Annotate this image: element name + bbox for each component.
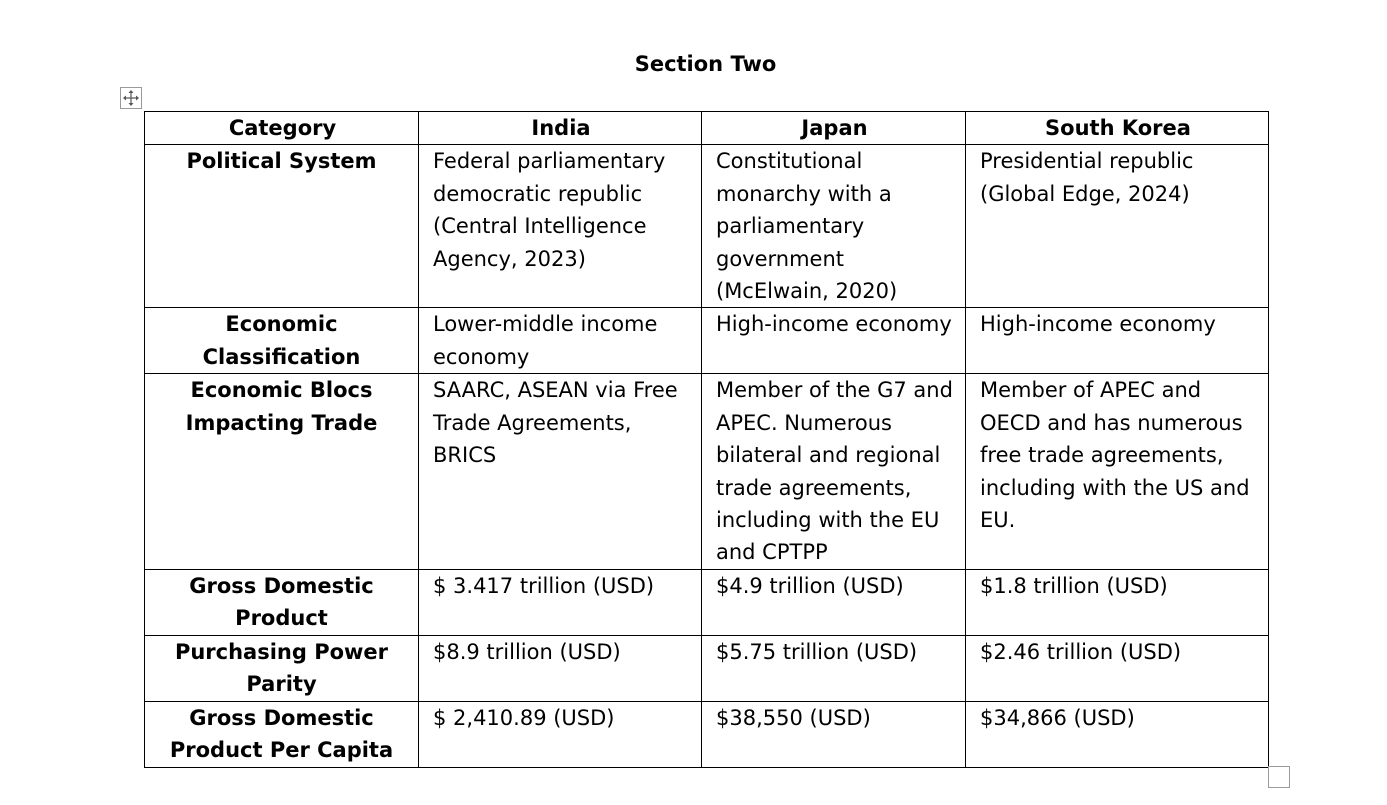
cell-japan: $5.75 trillion (USD) (702, 635, 966, 701)
cell-india: $8.9 trillion (USD) (419, 635, 702, 701)
header-japan: Japan (702, 112, 966, 145)
row-category: Economic Classification (145, 308, 419, 374)
table-header-row (145, 112, 1269, 145)
cell-south-korea: Presidential republic (Global Edge, 2024) (966, 145, 1269, 308)
cell-south-korea: $2.46 trillion (USD) (966, 635, 1269, 701)
comparison-table (144, 111, 1269, 768)
cell-japan: $4.9 trillion (USD) (702, 569, 966, 635)
table-row (145, 374, 1269, 569)
header-category: Category (145, 112, 419, 145)
table-row (145, 145, 1269, 308)
table-resize-handle[interactable] (1268, 766, 1290, 788)
cell-south-korea: High-income economy (966, 308, 1269, 374)
table-row (145, 569, 1269, 635)
section-title: Section Two (634, 52, 777, 76)
cell-india: SAARC, ASEAN via Free Trade Agreements, BRICS (419, 374, 702, 569)
row-category: Gross Domestic Product (145, 569, 419, 635)
header-india: India (419, 112, 702, 145)
header-south-korea: South Korea (966, 112, 1269, 145)
cell-india: $ 3.417 trillion (USD) (419, 569, 702, 635)
table-row (145, 308, 1269, 374)
cell-south-korea: $34,866 (USD) (966, 701, 1269, 767)
cell-japan: $38,550 (USD) (702, 701, 966, 767)
cell-india: $ 2,410.89 (USD) (419, 701, 702, 767)
table-row (145, 701, 1269, 767)
cell-japan: High-income economy (702, 308, 966, 374)
table-row (145, 635, 1269, 701)
cell-india: Lower-middle income economy (419, 308, 702, 374)
row-category: Political System (145, 145, 419, 308)
row-category: Gross Domestic Product Per Capita (145, 701, 419, 767)
row-category: Purchasing Power Parity (145, 635, 419, 701)
table-move-handle[interactable] (120, 87, 142, 109)
move-arrows-icon (121, 88, 141, 108)
cell-india: Federal parliamentary democratic republic (Central Intelligence Agency, 2023) (419, 145, 702, 308)
cell-japan: Member of the G7 and APEC. Numerous bilateral and regional trade agreements, including with the EU and CPTPP (702, 374, 966, 569)
cell-south-korea: $1.8 trillion (USD) (966, 569, 1269, 635)
row-category: Economic Blocs Impacting Trade (145, 374, 419, 569)
cell-south-korea: Member of APEC and OECD and has numerous free trade agreements, including with the US and EU. (966, 374, 1269, 569)
cell-japan: Constitutional monarchy with a parliamentary government (McElwain, 2020) (702, 145, 966, 308)
